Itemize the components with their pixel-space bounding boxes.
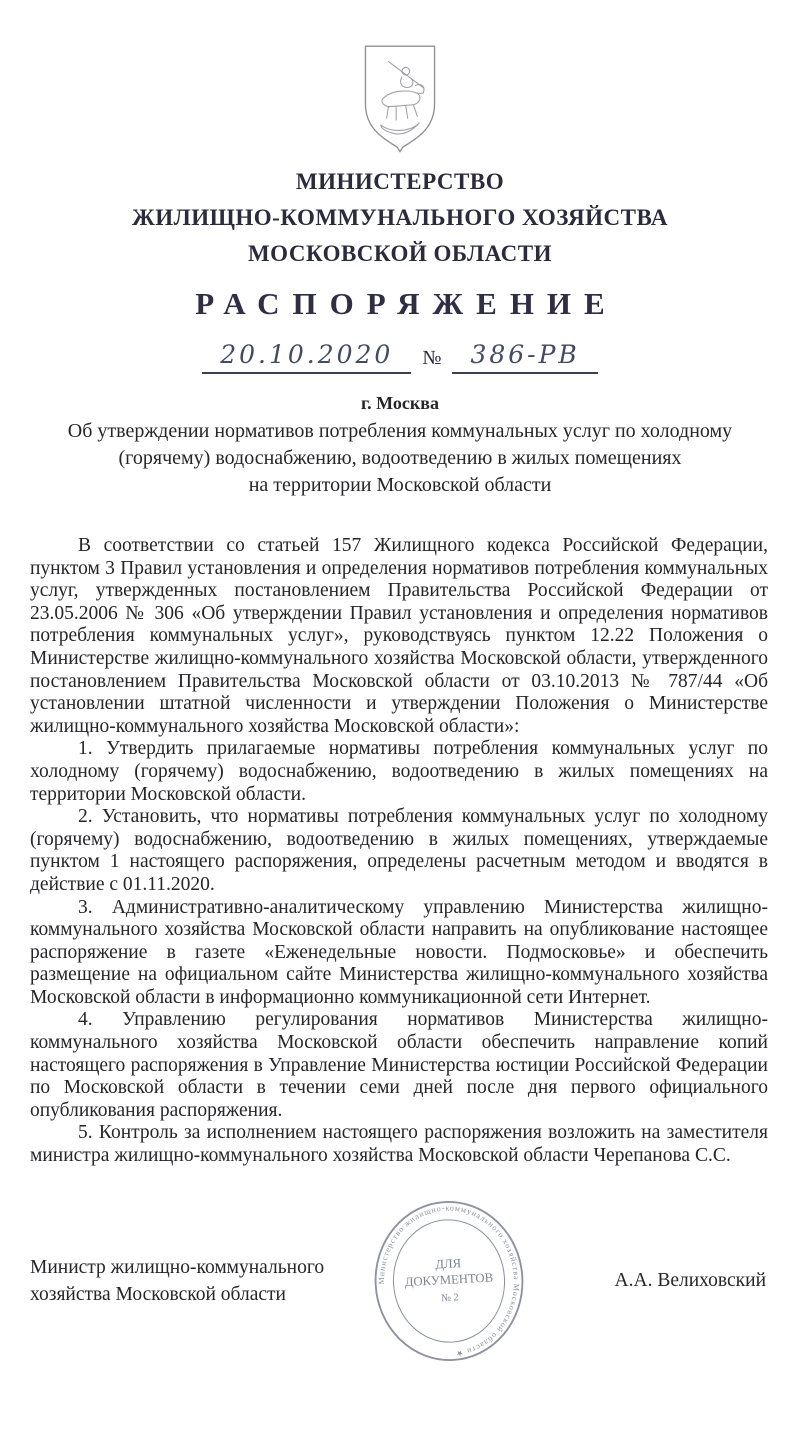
- handwritten-number: 386-РВ: [452, 340, 597, 374]
- subject-line-1: Об утверждении нормативов потребления коммунальных услуг по холодному: [67, 420, 733, 442]
- ministry-line-3: МОСКОВСКОЙ ОБЛАСТИ: [247, 241, 553, 266]
- stamp-center-line-1: ДЛЯ: [435, 1255, 462, 1272]
- paragraph-item-5: 5. Контроль за исполнением настоящего распоряжения возложить на заместителя министра жилищно-коммунального хозяйства Московской области Черепанова С.С.: [30, 1122, 768, 1167]
- stamp-ring-text: Министерство жилищно-коммунального хозяйства Московской области ★: [377, 1203, 522, 1359]
- city-label: г. Москва: [361, 393, 439, 413]
- documents-stamp-icon: [365, 1192, 534, 1370]
- ministry-line-1: МИНИСТЕРСТВО: [295, 169, 505, 194]
- paragraph-preamble: В соответствии со статьей 157 Жилищного кодекса Российской Федерации, пунктом 3 Правил установления и определения нормативов потребления коммунальных услуг, утвержденных постановлением Правительства Российской Федерации от 23.05.2006 № 306 «Об утверждении Правил установления и определения нормативов потребления коммунальных услуг», руководствуясь пунктом 12.22 Положения о Министерстве жилищно-коммунального хозяйства Московской области, утвержденного постановлением Правительства Московской области от 03.10.2013 № 787/44 «Об установлении штатной численности и утверждении Положения о Министерстве жилищно-коммунального хозяйства Московской области»:: [30, 535, 768, 737]
- paragraph-item-3: 3. Административно-аналитическому управлению Министерства жилищно-коммунального хозяйства Московской области направить на опубликование настоящее распоряжение в газете «Еженедельные новости. Подмосковье» и обеспечить размещение на официальном сайте Министерства жилищно-коммунального хозяйства Московской области в информационно коммуникационной сети Интернет.: [30, 896, 768, 1008]
- signer-position-line-2: хозяйства Московской области: [30, 1283, 286, 1305]
- moscow-region-coat-of-arms-icon: [352, 42, 448, 156]
- signer-position-line-1: Министр жилищно-коммунального: [30, 1256, 325, 1278]
- paragraph-item-1: 1. Утвердить прилагаемые нормативы потребления коммунальных услуг по холодному (горячему) водоснабжению, водоотведению в жилых помещениях на территории Московской области.: [30, 738, 768, 805]
- handwritten-date: 20.10.2020: [202, 340, 411, 374]
- document-subject: [0, 418, 800, 499]
- ministry-line-2: ЖИЛИЩНО-КОММУНАЛЬНОГО ХОЗЯЙСТВА: [131, 205, 669, 230]
- number-sign: №: [422, 347, 442, 369]
- subject-line-3: на территории Московской области: [248, 474, 552, 496]
- date-number-line: [0, 340, 800, 382]
- paragraph-item-2: 2. Установить, что нормативы потребления коммунальных услуг по холодному (горячему) водоснабжению, водоотведению в жилых помещениях, утверждаемые пунктом 1 настоящего распоряжения, определены расчетным методом и вводятся в действие с 01.11.2020.: [30, 806, 768, 895]
- document-body: [0, 535, 800, 1168]
- subject-line-2: (горячему) водоснабжению, водоотведению в жилых помещениях: [118, 447, 682, 469]
- paragraph-item-4: 4. Управлению регулирования нормативов Министерства жилищно-коммунального хозяйства Московской области обеспечить направление копий настоящего распоряжения в Управление Министерства юстиции Российской Федерации по Московской области в течении семи дней после дня первого официального опубликования распоряжения.: [30, 1009, 768, 1121]
- document-type-title: РАСПОРЯЖЕНИЕ: [195, 286, 618, 321]
- signer-position: [30, 1254, 324, 1308]
- ministry-name: [0, 164, 800, 272]
- signer-name: А.А. Велиховский: [614, 1269, 766, 1291]
- stamp-center-line-3: № 2: [441, 1291, 460, 1304]
- stamp-center-line-2: ДОКУМЕНТОВ: [404, 1270, 494, 1289]
- signature-block: [0, 1196, 800, 1366]
